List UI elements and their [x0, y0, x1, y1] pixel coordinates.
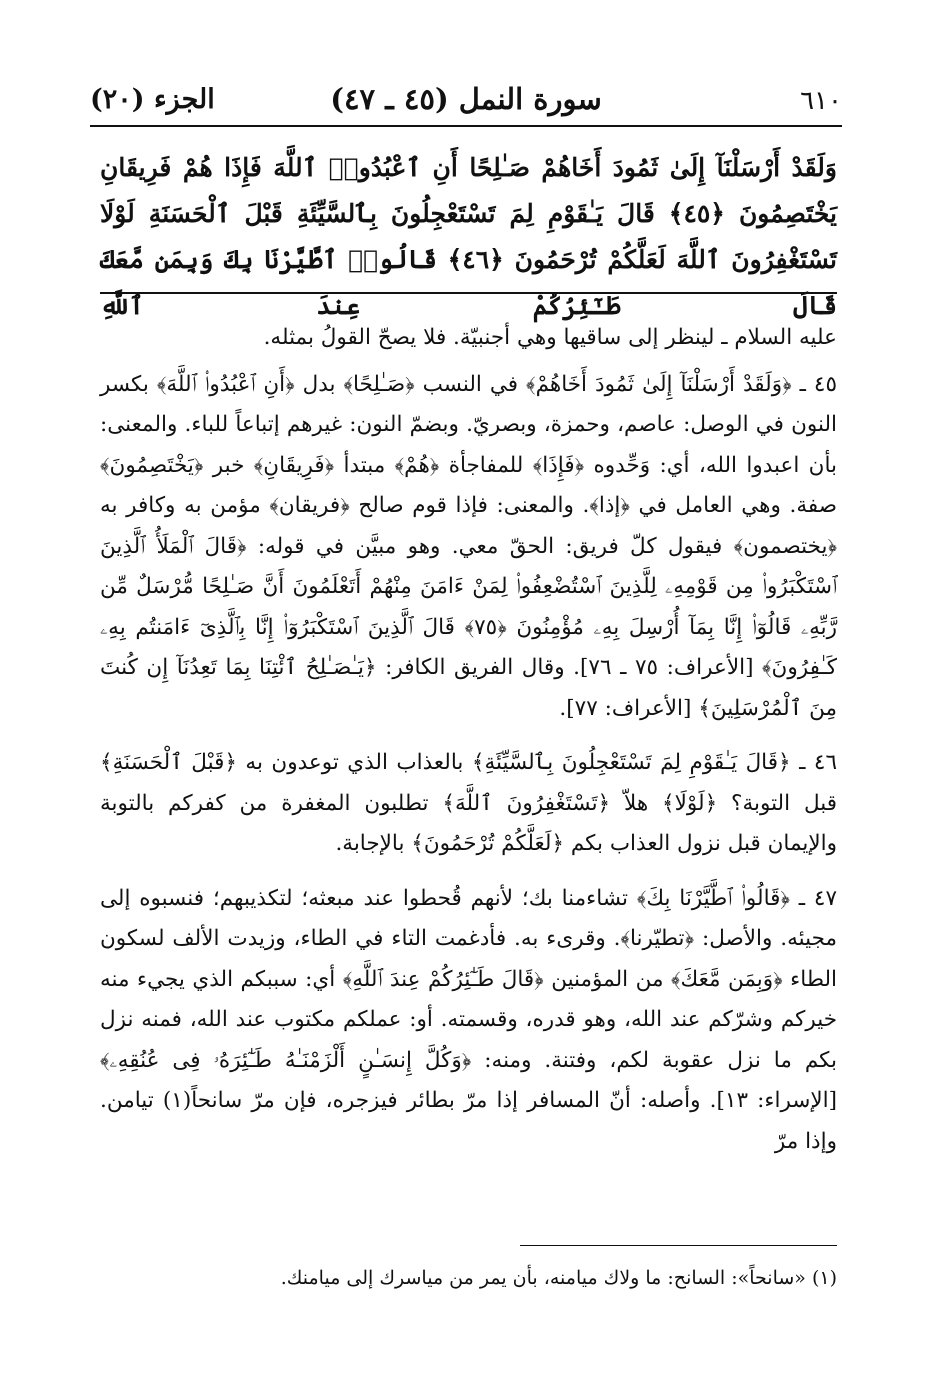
page-header: [90, 80, 842, 124]
commentary-intro: عليه السلام ـ لينظر إلى ساقيها وهي أجنبيّة. فلا يصحّ القولُ بمثله.: [263, 325, 837, 350]
quran-verses: وَلَقَدْ أَرْسَلْنَآ إِلَىٰ ثَمُودَ أَخَاهُمْ صَـٰلِحًا أَنِ ٱعْبُدُوا۟ ٱللَّهَ فَإِذَا هُمْ فَرِيقَانِ يَخْتَصِمُونَ ﴿٤٥﴾ قَالَ يَـٰقَوْمِ لِمَ تَسْتَعْجِلُونَ بِٱلسَّيِّئَةِ قَبْلَ ٱلْحَسَنَةِ لَوْلَا تَسْتَغْفِرُونَ ٱللَّهَ لَعَلَّكُمْ تُرْحَمُونَ ﴿٤٦﴾ قَالُوا۟ ٱطَّيَّرْنَا بِكَ وَبِمَن مَّعَكَ قَالَ طَـٰٓئِرُكُمْ عِندَ ٱللَّهِ: [100, 153, 837, 320]
footnote: (١) «سانحاً»: السانح: ما ولاك ميامنه، بأن يمر من مياسرك إلى ميامنك.: [280, 1267, 837, 1289]
verses-rule: [100, 292, 837, 294]
footnote-rule: [520, 1245, 837, 1246]
commentary-verse-45: ٤٥ ـ ﴿وَلَقَدْ أَرْسَلْنَآ إِلَىٰ ثَمُودَ أَخَاهُمْ﴾ في النسب ﴿صَـٰلِحًا﴾ بدل ﴿أَنِ ٱعْبُدُوا۟ ٱللَّهَ﴾ بكسر النون في الوصل: عاصم، وحمزة، وبصريّ. وبضمّ النون: غيرهم إتباعاً للباء. والمعنى: بأن اعبدوا الله، أي: وَحِّدوه ﴿فَإِذَا﴾ للمفاجأة ﴿هُمْ﴾ مبتدأ ﴿فَرِيقَانِ﴾ خبر ﴿يَخْتَصِمُونَ﴾ صفة. وهي العامل في ﴿إذا﴾. والمعنى: فإذا قوم صالح ﴿فريقان﴾ مؤمن به وكافر به ﴿يختصمون﴾ فيقول كلّ فريق: الحقّ معي. وهو مبيَّن في قوله: ﴿قَالَ ٱلْمَلَأُ ٱلَّذِينَ ٱسْتَكْبَرُوا۟ مِن قَوْمِهِۦ لِلَّذِينَ ٱسْتُضْعِفُوا۟ لِمَنْ ءَامَنَ مِنْهُمْ أَتَعْلَمُونَ أَنَّ صَـٰلِحًا مُّرْسَلٌ مِّن رَّبِّهِۦ قَالُوٓا۟ إِنَّا بِمَآ أُرْسِلَ بِهِۦ مُؤْمِنُونَ ﴿٧٥﴾ قَالَ ٱلَّذِينَ ٱسْتَكْبَرُوٓا۟ إِنَّا بِٱلَّذِىٓ ءَامَنتُم بِهِۦ كَـٰفِرُونَ﴾ [الأعراف: ٧٥ ـ ٧٦]. وقال الفريق الكافر: ﴿يَـٰصَـٰلِحُ ٱئْتِنَا بِمَا تَعِدُنَآ إِن كُنتَ مِنَ ٱلْمُرْسَلِينَ﴾ [الأعراف: ٧٧].: [100, 371, 837, 721]
commentary-verse-46: ٤٦ ـ ﴿قَالَ يَـٰقَوْمِ لِمَ تَسْتَعْجِلُونَ بِٱلسَّيِّئَةِ﴾ بالعذاب الذي توعدون به ﴿قَبْلَ ٱلْحَسَنَةِ﴾ قبل التوبة؟ ﴿لَوْلَا﴾ هلاّ ﴿تَسْتَغْفِرُونَ ٱللَّهَ﴾ تطلبون المغفرة من كفركم بالتوبة والإيمان قبل نزول العذاب بكم ﴿لَعَلَّكُمْ تُرْحَمُونَ﴾ بالإجابة.: [100, 750, 837, 856]
part-label: الجزء (٢٠): [90, 84, 215, 115]
commentary-verse-47: ٤٧ ـ ﴿قَالُوا۟ ٱطَّيَّرْنَا بِكَ﴾ تشاءمنا بك؛ لأنهم قُحطوا عند مبعثه؛ لتكذيبهم؛ فنسبوه إلى مجيئه. والأصل: ﴿تطيّرنا﴾. وقرىء به. فأدغمت التاء في الطاء، وزيدت الألف لسكون الطاء ﴿وَبِمَن مَّعَكَ﴾ من المؤمنين ﴿قَالَ طَـٰٓئِرُكُمْ عِندَ ٱللَّهِ﴾ أي: سببكم الذي يجيء منه خيركم وشرّكم عند الله، وهو قدره، وقسمته. أو: عملكم مكتوب عند الله، فمنه نزل بكم ما نزل عقوبة لكم، وفتنة. ومنه: ﴿وَكُلَّ إِنسَـٰنٍ أَلْزَمْنَـٰهُ طَـٰٓئِرَهُۥ فِى عُنُقِهِۦ﴾ [الإسراء: ١٣]. وأصله: أنّ المسافر إذا مرّ بطائر فيزجره، فإن مرّ سانحاً(١) تيامن. وإذا مرّ: [100, 885, 837, 1154]
commentary: [100, 318, 837, 1176]
page-number: ٦١٠: [800, 86, 842, 116]
header-rule: [90, 125, 842, 127]
surah-title: سورة النمل (٤٥ ـ ٤٧): [330, 82, 602, 116]
